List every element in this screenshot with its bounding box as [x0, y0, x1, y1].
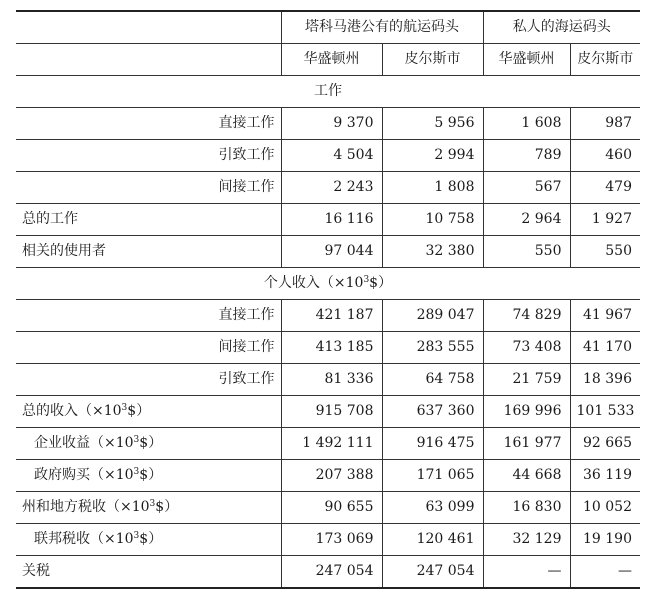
cell-value: — — [483, 556, 570, 589]
cell-value: — — [570, 556, 640, 589]
header-column-row — [16, 44, 640, 76]
cell-value: 64 758 — [382, 364, 483, 396]
cell-value: 92 665 — [570, 428, 640, 460]
cell-value: 120 461 — [382, 524, 483, 556]
cell-value: 479 — [570, 172, 640, 204]
cell-value: 567 — [483, 172, 570, 204]
row-label — [16, 524, 281, 556]
cell-value: 247 054 — [382, 556, 483, 589]
table-row-business — [16, 428, 640, 460]
cell-value: 2 243 — [281, 172, 382, 204]
superscript: 3 — [363, 275, 370, 285]
cell-value: 1 608 — [483, 108, 570, 140]
header-group-private: 私人的海运码头 — [483, 11, 640, 44]
table-row-tariff — [16, 556, 640, 589]
section-title-income-text: 个人收入（×10 — [263, 275, 364, 291]
cell-value: 789 — [483, 140, 570, 172]
cell-value: 1 927 — [570, 204, 640, 236]
table-row — [16, 300, 640, 332]
row-label — [16, 460, 281, 492]
row-label-unit: $） — [139, 467, 163, 483]
section-title-income — [16, 268, 640, 300]
header-col-4: 皮尔斯市 — [570, 44, 640, 76]
cell-value: 4 504 — [281, 140, 382, 172]
section-title-work: 工作 — [16, 76, 640, 108]
cell-value: 1 808 — [382, 172, 483, 204]
cell-value: 207 388 — [281, 460, 382, 492]
row-label — [16, 492, 281, 524]
cell-value: 171 065 — [382, 460, 483, 492]
superscript: 3 — [133, 435, 140, 445]
cell-value: 2 994 — [382, 140, 483, 172]
table-row — [16, 140, 640, 172]
cell-value: 41 967 — [570, 300, 640, 332]
cell-value: 460 — [570, 140, 640, 172]
row-label-unit: $） — [155, 499, 179, 515]
cell-value: 21 759 — [483, 364, 570, 396]
header-col-1: 华盛顿州 — [281, 44, 382, 76]
row-label — [16, 428, 281, 460]
table-row-federal-tax — [16, 524, 640, 556]
cell-value: 161 977 — [483, 428, 570, 460]
cell-value: 9 370 — [281, 108, 382, 140]
cell-value: 36 119 — [570, 460, 640, 492]
cell-value: 1 492 111 — [281, 428, 382, 460]
row-label-text: 联邦税收（×10 — [34, 531, 134, 547]
row-label-text: 州和地方税收（×10 — [22, 499, 150, 515]
row-label: 引致工作 — [16, 140, 281, 172]
row-label: 间接工作 — [16, 332, 281, 364]
cell-value: 32 129 — [483, 524, 570, 556]
cell-value: 5 956 — [382, 108, 483, 140]
cell-value: 550 — [483, 236, 570, 268]
cell-value: 32 380 — [382, 236, 483, 268]
row-label-unit: $） — [139, 531, 163, 547]
row-label: 相关的使用者 — [16, 236, 281, 268]
cell-value: 10 052 — [570, 492, 640, 524]
cell-value: 247 054 — [281, 556, 382, 589]
header-empty-cell — [16, 44, 281, 76]
economic-impact-table — [16, 10, 640, 589]
table-row-total-income — [16, 396, 640, 428]
table-row-users — [16, 236, 640, 268]
cell-value: 915 708 — [281, 396, 382, 428]
cell-value: 16 830 — [483, 492, 570, 524]
superscript: 3 — [149, 499, 156, 509]
row-label — [16, 396, 281, 428]
cell-value: 97 044 — [281, 236, 382, 268]
row-label-text: 企业收益（×10 — [34, 435, 134, 451]
cell-value: 173 069 — [281, 524, 382, 556]
cell-value: 10 758 — [382, 204, 483, 236]
table-row-gov — [16, 460, 640, 492]
table-row — [16, 172, 640, 204]
cell-value: 63 099 — [382, 492, 483, 524]
row-label-unit: $） — [139, 435, 163, 451]
header-group-public: 塔科马港公有的航运码头 — [281, 11, 483, 44]
table-row-state-tax — [16, 492, 640, 524]
table-row-total-work — [16, 204, 640, 236]
row-label-unit: $） — [127, 403, 151, 419]
superscript: 3 — [121, 403, 128, 413]
row-label: 总的工作 — [16, 204, 281, 236]
superscript: 3 — [133, 531, 140, 541]
cell-value: 90 655 — [281, 492, 382, 524]
row-label: 关税 — [16, 556, 281, 589]
cell-value: 41 170 — [570, 332, 640, 364]
table-row — [16, 332, 640, 364]
table-row — [16, 108, 640, 140]
row-label: 间接工作 — [16, 172, 281, 204]
header-group-row — [16, 11, 640, 44]
row-label-text: 总的收入（×10 — [22, 403, 122, 419]
cell-value: 637 360 — [382, 396, 483, 428]
cell-value: 169 996 — [483, 396, 570, 428]
cell-value: 44 668 — [483, 460, 570, 492]
cell-value: 81 336 — [281, 364, 382, 396]
section-row-work — [16, 76, 640, 108]
row-label: 直接工作 — [16, 300, 281, 332]
cell-value: 2 964 — [483, 204, 570, 236]
cell-value: 19 190 — [570, 524, 640, 556]
cell-value: 101 533 — [570, 396, 640, 428]
table-row — [16, 364, 640, 396]
cell-value: 987 — [570, 108, 640, 140]
cell-value: 413 185 — [281, 332, 382, 364]
section-row-income — [16, 268, 640, 300]
row-label: 直接工作 — [16, 108, 281, 140]
cell-value: 283 555 — [382, 332, 483, 364]
header-col-2: 皮尔斯市 — [382, 44, 483, 76]
superscript: 3 — [133, 467, 140, 477]
cell-value: 74 829 — [483, 300, 570, 332]
cell-value: 289 047 — [382, 300, 483, 332]
cell-value: 916 475 — [382, 428, 483, 460]
row-label-text: 政府购买（×10 — [34, 467, 134, 483]
cell-value: 550 — [570, 236, 640, 268]
cell-value: 18 396 — [570, 364, 640, 396]
header-col-3: 华盛顿州 — [483, 44, 570, 76]
cell-value: 16 116 — [281, 204, 382, 236]
header-corner-cell — [16, 11, 281, 44]
row-label: 引致工作 — [16, 364, 281, 396]
cell-value: 421 187 — [281, 300, 382, 332]
section-title-income-unit: $） — [369, 275, 393, 291]
cell-value: 73 408 — [483, 332, 570, 364]
